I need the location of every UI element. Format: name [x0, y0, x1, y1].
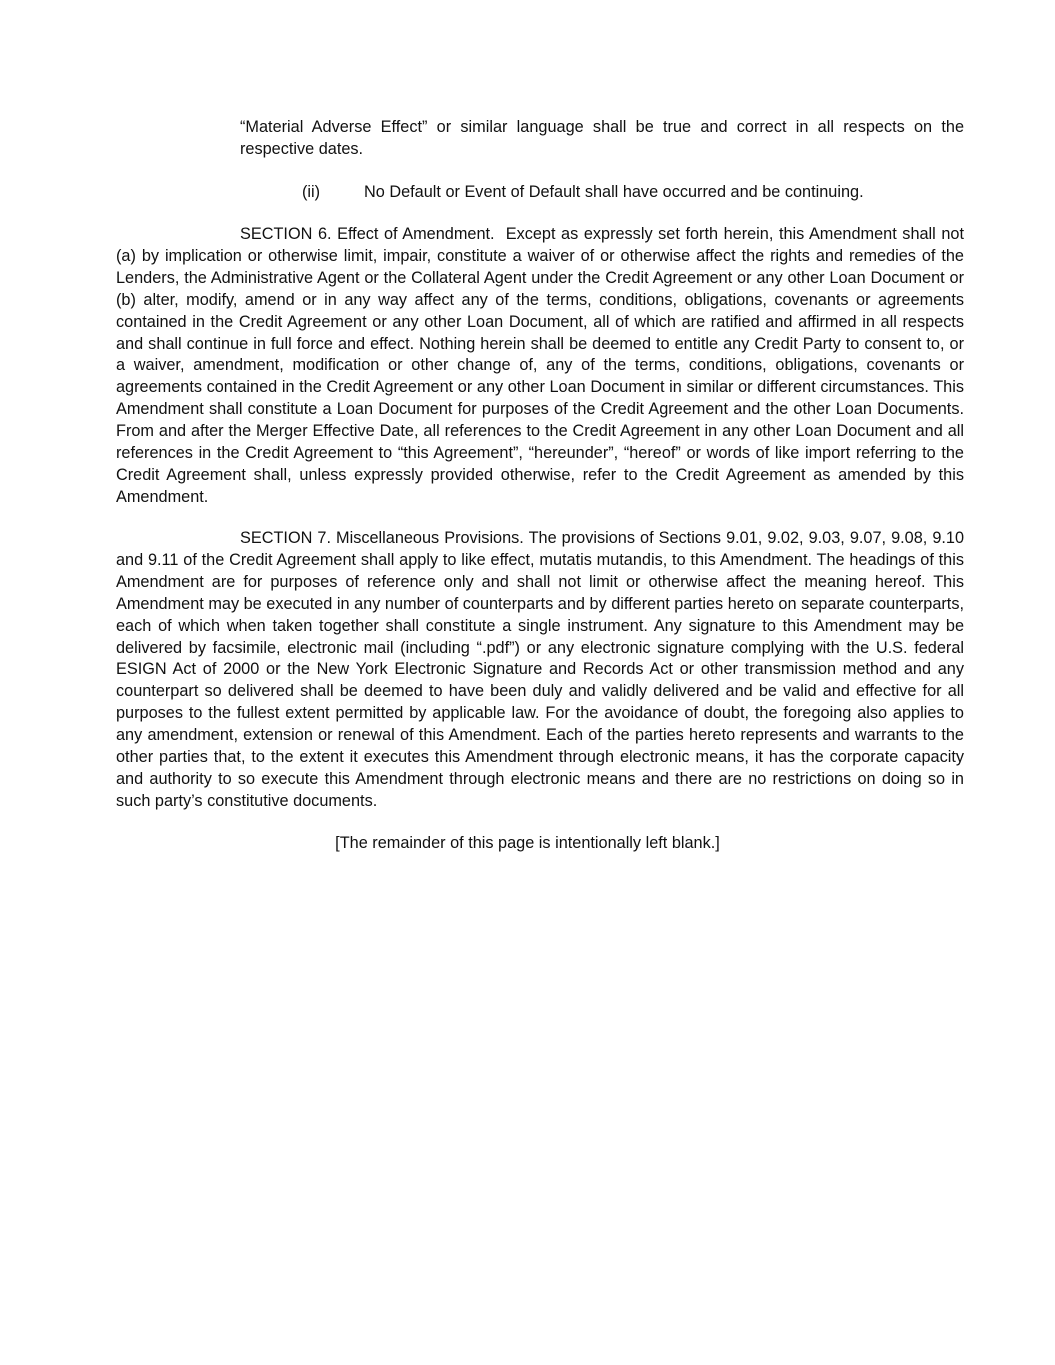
section-6-heading: SECTION 6. Effect of Amendment.: [240, 225, 495, 243]
continuation-paragraph: “Material Adverse Effect” or similar language shall be true and correct in all respects on the respective dates.: [240, 118, 964, 158]
condition-ii-number: (ii): [302, 183, 321, 201]
section-6-paragraph: [116, 224, 964, 509]
section-6-body: Except as expressly set forth herein, this Amendment shall not (a) by implication or otherwise limit, impair, constitute a waiver of or otherwise affect the rights and remedies of the Lenders, the Administrative Agent or the Collateral Agent under the Credit Agreement or any other Loan Document or (b) alter, modify, amend or in any way affect any of the terms, conditions, obligations, covenants or agreements contained in the Credit Agreement or any other Loan Document, all of which are ratified and affirmed in all respects and shall continue in full force and effect. Nothing herein shall be deemed to entitle any Credit Party to consent to, or a waiver, amendment, modification or other change of, any of the terms, conditions, obligations, covenants or agreements contained in the Credit Agreement or any other Loan Document in similar or different circumstances. This Amendment shall constitute a Loan Document for purposes of the Credit Agreement and the other Loan Documents. From and after the Merger Effective Date, all references to the Credit Agreement in any other Loan Document and all references in the Credit Agreement to “this Agreement”, “hereunder”, “hereof” or words of like import referring to the Credit Agreement shall, unless expressly provided otherwise, refer to the Credit Agreement as amended by this Amendment.: [116, 225, 964, 506]
section-7-heading: SECTION 7. Miscellaneous Provisions.: [240, 529, 524, 547]
condition-ii: [302, 181, 864, 203]
section-7-body: The provisions of Sections 9.01, 9.02, 9.03, 9.07, 9.08, 9.10 and 9.11 of the Credit Agreement shall apply to like effect, mutatis mutandis, to this Amendment. The headings of this Amendment are for purposes of reference only and shall not limit or otherwise affect the meaning hereof. This Amendment may be executed in any number of counterparts and by different parties hereto on separate counterparts, each of which when taken together shall constitute a single instrument. Any signature to this Amendment may be delivered by facsimile, electronic mail (including “.pdf”) or any electronic signature complying with the U.S. federal ESIGN Act of 2000 or the New York Electronic Signature and Records Act or other transmission method and any counterpart so delivered shall be deemed to have been duly and validly delivered and be valid and effective for all purposes to the fullest extent permitted by applicable law. For the avoidance of doubt, the foregoing also applies to any amendment, extension or renewal of this Amendment. Each of the parties hereto represents and warrants to the other parties that, to the extent it executes this Amendment through electronic means, it has the corporate capacity and authority to so execute this Amendment through electronic means and there are no restrictions on doing so in such party’s constitutive documents.: [116, 529, 965, 810]
section-7-paragraph: [116, 528, 964, 813]
intentionally-blank-note: [The remainder of this page is intentionally left blank.]: [335, 834, 720, 852]
condition-ii-text: No Default or Event of Default shall have occurred and be continuing.: [364, 183, 864, 201]
